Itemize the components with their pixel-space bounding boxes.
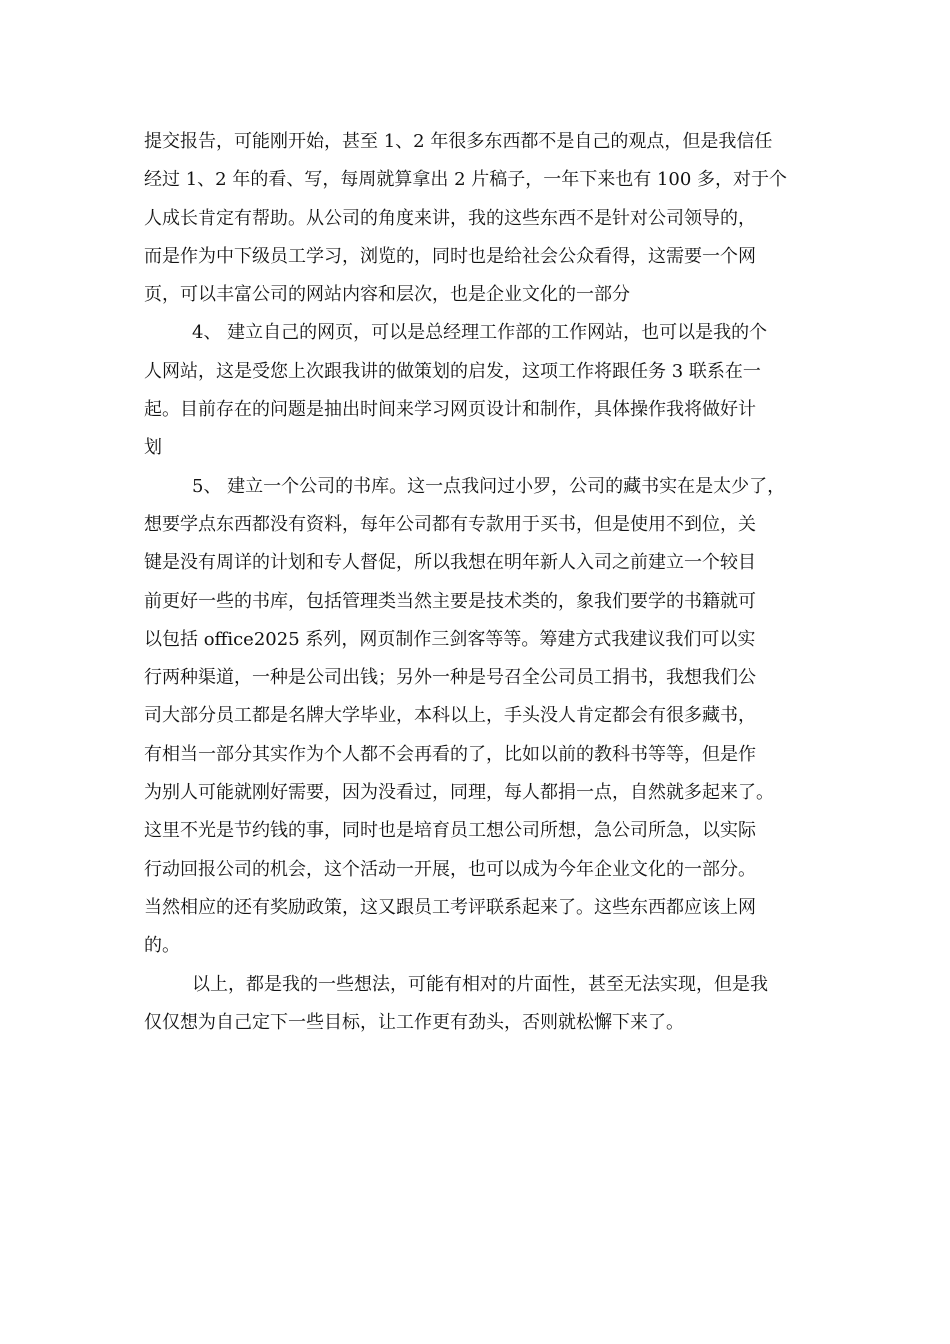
text-line: 起。目前存在的问题是抽出时间来学习网页设计和制作，具体操作我将做好计	[144, 399, 756, 421]
text-line: 前更好一些的书库，包括管理类当然主要是技术类的，象我们要学的书籍就可	[144, 590, 756, 612]
text-line: 为别人可能就刚好需要，因为没看过，同理，每人都捐一点，自然就多起来了。	[144, 782, 774, 804]
text-line: 经过 1、2 年的看、写，每周就算拿出 2 片稿子，一年下来也有 100 多，对于个	[144, 169, 788, 191]
text-line: 行动回报公司的机会，这个活动一开展，也可以成为今年企业文化的一部分。	[144, 858, 756, 880]
text-line: 划	[144, 437, 162, 459]
text-line: 人成长肯定有帮助。从公司的角度来讲，我的这些东西不是针对公司领导的，	[144, 207, 756, 229]
paragraph-3-item-5	[144, 468, 834, 966]
paragraph-4-conclusion	[144, 966, 834, 1043]
text-line: 而是作为中下级员工学习，浏览的，同时也是给社会公众看得，这需要一个网	[144, 245, 756, 267]
text-line: 5、 建立一个公司的书库。这一点我问过小罗，公司的藏书实在是太少了，	[192, 475, 786, 497]
text-line: 司大部分员工都是名牌大学毕业，本科以上，手头没人肯定都会有很多藏书，	[144, 705, 756, 727]
text-line: 4、 建立自己的网页，可以是总经理工作部的工作网站，也可以是我的个	[192, 322, 768, 344]
text-line: 这里不光是节约钱的事，同时也是培育员工想公司所想，急公司所急，以实际	[144, 820, 756, 842]
text-line: 提交报告，可能刚开始，甚至 1、2 年很多东西都不是自己的观点，但是我信任	[144, 131, 773, 152]
text-line: 以包括 office2025 系列，网页制作三剑客等等。筹建方式我建议我们可以实	[144, 628, 756, 650]
text-line: 行两种渠道，一种是公司出钱；另外一种是号召全公司员工捐书，我想我们公	[144, 667, 756, 689]
document-body	[144, 123, 834, 1042]
text-line: 以上，都是我的一些想法，可能有相对的片面性，甚至无法实现，但是我	[192, 973, 768, 995]
text-line: 页，可以丰富公司的网站内容和层次，也是企业文化的一部分	[144, 284, 630, 306]
text-line: 键是没有周详的计划和专人督促，所以我想在明年新人入司之前建立一个较目	[144, 552, 756, 574]
text-line: 人网站，这是受您上次跟我讲的做策划的启发，这项工作将跟任务 3 联系在一	[144, 360, 761, 382]
text-line: 仅仅想为自己定下一些目标，让工作更有劲头，否则就松懈下来了。	[144, 1011, 684, 1033]
text-line: 的。	[144, 935, 180, 957]
paragraph-1	[144, 123, 834, 314]
text-line: 当然相应的还有奖励政策，这又跟员工考评联系起来了。这些东西都应该上网	[144, 896, 756, 918]
text-line: 有相当一部分其实作为个人都不会再看的了，比如以前的教科书等等，但是作	[144, 743, 756, 765]
paragraph-2-item-4	[144, 314, 834, 467]
text-line: 想要学点东西都没有资料，每年公司都有专款用于买书，但是使用不到位，关	[144, 513, 756, 535]
